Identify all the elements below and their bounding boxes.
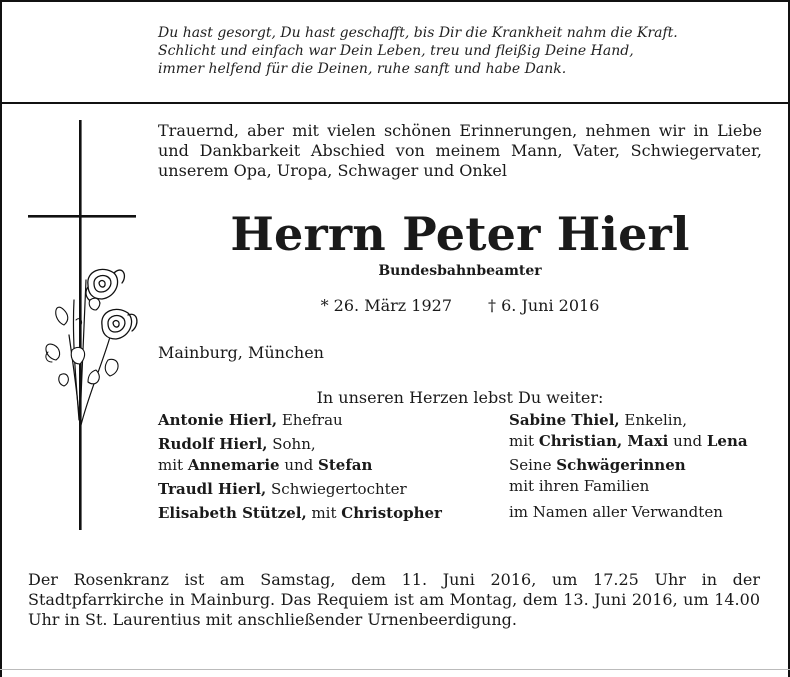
poem-line: immer helfend für die Deinen, ruhe sanft und habe Dank. bbox=[158, 61, 567, 77]
cross-with-roses-icon bbox=[24, 120, 144, 530]
death-date: † 6. Juni 2016 bbox=[488, 296, 600, 315]
mourner-name: Christopher bbox=[341, 504, 442, 522]
mourner-name: Annemarie bbox=[187, 456, 280, 474]
mourner-name: Elisabeth Stützel, bbox=[158, 504, 307, 522]
mourners-right-column bbox=[509, 410, 765, 526]
birth-date: * 26. März 1927 bbox=[320, 296, 453, 315]
mourner-entry bbox=[509, 410, 765, 452]
mourner-connector: mit bbox=[306, 504, 342, 522]
mourner-entry bbox=[509, 455, 765, 497]
frame-bottom-border bbox=[0, 669, 790, 670]
intro-text: Trauernd, aber mit vielen schönen Erinnerungen, nehmen wir in Liebe und Dankbarkeit Abschied von meinem Mann, Vater, Schwiegervater, unserem Opa, Uropa, Schwager und Onkel bbox=[158, 121, 762, 180]
mourner-name: Antonie Hierl, bbox=[158, 411, 278, 429]
mourner-name: Traudl Hierl, bbox=[158, 480, 267, 498]
mourner-connector: und bbox=[668, 432, 707, 450]
poem-line: Du hast gesorgt, Du hast geschafft, bis Dir die Krankheit nahm die Kraft. bbox=[158, 25, 678, 41]
mourner-entry bbox=[509, 502, 765, 523]
mourner-entry bbox=[158, 503, 498, 524]
section-divider bbox=[2, 102, 788, 104]
mourner-connector: mit bbox=[509, 432, 539, 450]
mourner-name: Schwägerinnen bbox=[556, 456, 686, 474]
mourner-relation: im Namen aller Verwandten bbox=[509, 503, 723, 521]
mourner-relation: mit ihren Familien bbox=[509, 477, 650, 495]
heart-line: In unseren Herzen lebst Du weiter: bbox=[316, 388, 604, 407]
mourner-entry bbox=[158, 479, 498, 500]
mourner-connector: Seine bbox=[509, 456, 557, 474]
mourner-name: Stefan bbox=[318, 456, 373, 474]
poem-line: Schlicht und einfach war Dein Leben, treu und fleißig Deine Hand, bbox=[158, 43, 634, 59]
mourner-name: Rudolf Hierl, bbox=[158, 435, 268, 453]
mourner-entry bbox=[158, 434, 498, 476]
mourner-relation: Schwiegertochter bbox=[266, 480, 407, 498]
mourner-relation: Enkelin, bbox=[619, 411, 688, 429]
deceased-profession: Bundesbahnbeamter bbox=[378, 263, 542, 279]
funeral-info: Der Rosenkranz ist am Samstag, dem 11. Juni 2016, um 17.25 Uhr in der Stadtpfarrkirche in Mainburg. Das Requiem ist am Montag, dem 13. Juni 2016, um 14.00 Uhr in St. Laurentius mit anschließender Urnenbeerdigung. bbox=[28, 570, 760, 629]
mourner-relation: Ehefrau bbox=[277, 411, 343, 429]
mourner-name: Sabine Thiel, bbox=[509, 411, 620, 429]
mourner-connector: mit bbox=[158, 456, 188, 474]
mourner-relation: Sohn, bbox=[267, 435, 316, 453]
deceased-name: Herrn Peter Hierl bbox=[230, 207, 690, 261]
mourner-name: Lena bbox=[706, 432, 748, 450]
poem-verse bbox=[158, 24, 758, 78]
mourner-entry bbox=[158, 410, 498, 431]
frame-top-border bbox=[0, 0, 790, 2]
mourners-left-column bbox=[158, 410, 498, 527]
mourner-name: Christian, Maxi bbox=[538, 432, 669, 450]
residence-places: Mainburg, München bbox=[158, 343, 324, 362]
life-dates bbox=[158, 296, 762, 316]
mourner-connector: und bbox=[279, 456, 319, 474]
